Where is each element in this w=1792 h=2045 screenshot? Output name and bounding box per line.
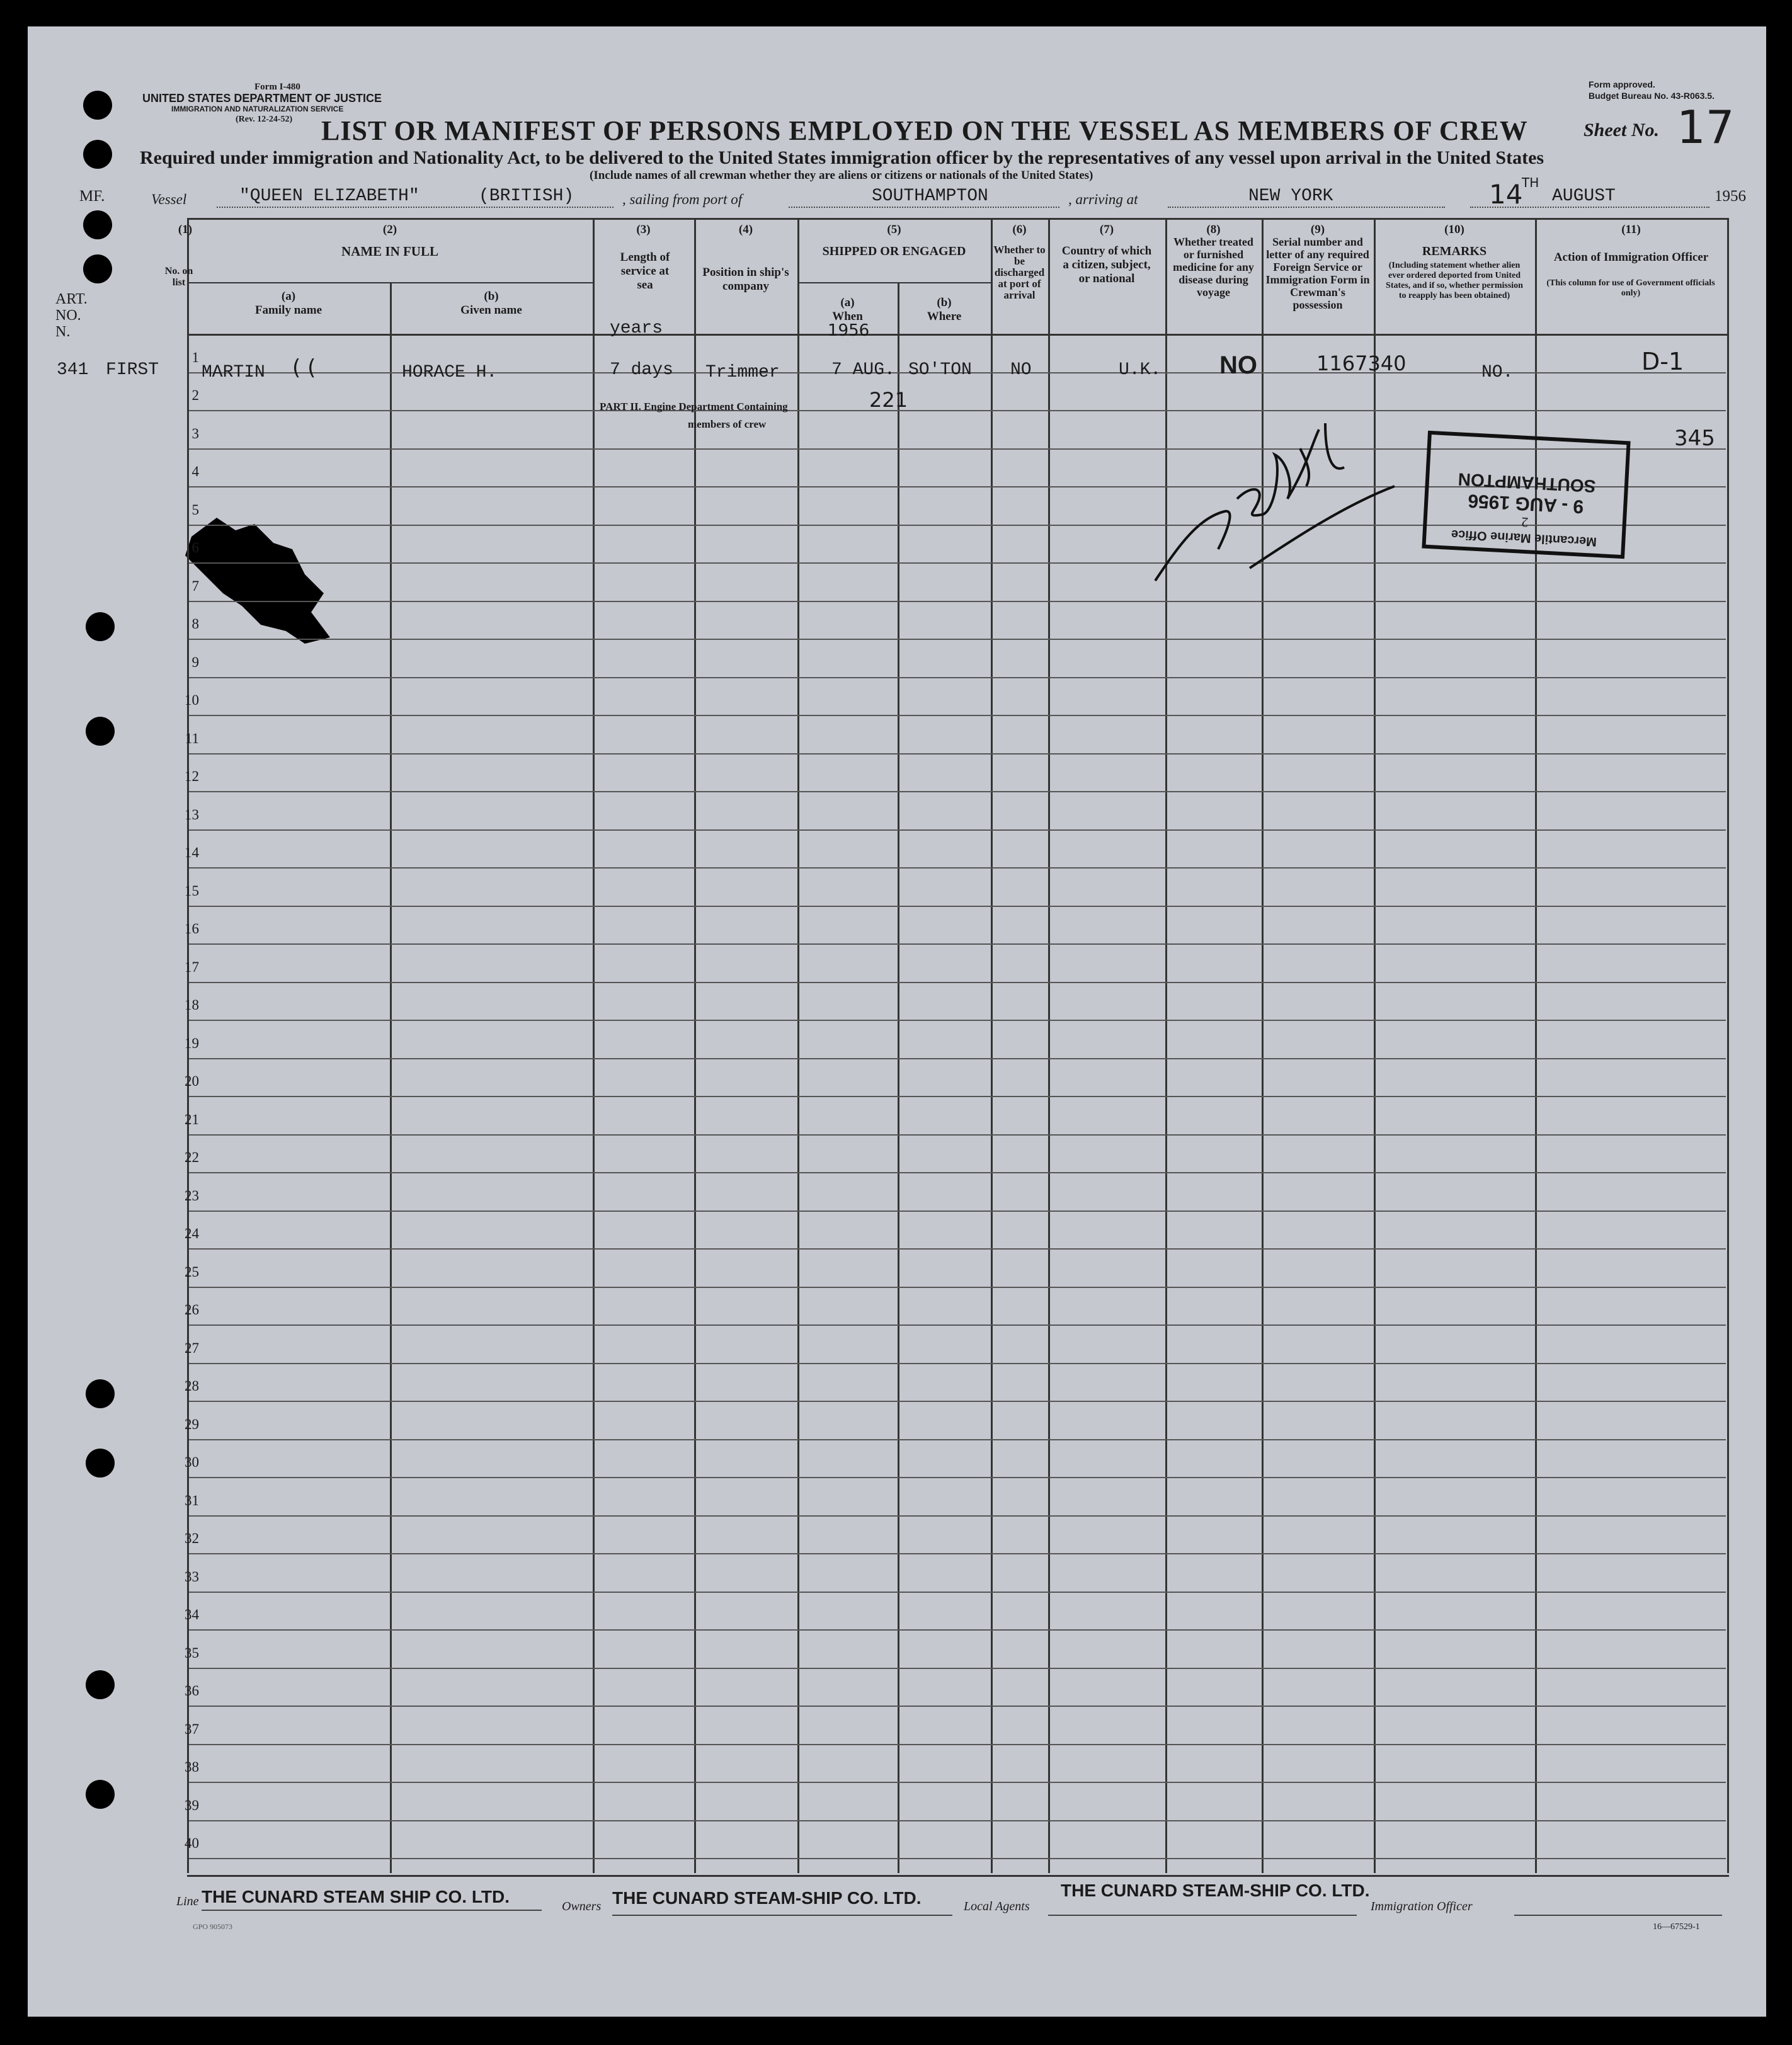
entry-serial: 1167340 xyxy=(1316,351,1407,375)
row-number: 27 xyxy=(185,1340,199,1356)
col5a-num: (a) xyxy=(840,296,855,309)
row-number: 12 xyxy=(185,768,199,784)
department: UNITED STATES DEPARTMENT OF JUSTICE xyxy=(142,92,382,105)
row-line xyxy=(189,1248,1726,1250)
entry-medicine: NO xyxy=(1219,351,1257,379)
arrival-year: 1956 xyxy=(1715,188,1746,205)
form-approved: Form approved. xyxy=(1589,79,1655,89)
punch-hole xyxy=(86,717,115,746)
row-line xyxy=(189,639,1726,640)
row-line xyxy=(189,829,1726,831)
row-line xyxy=(189,562,1726,564)
row-number: 29 xyxy=(185,1416,199,1432)
col10-label: REMARKS xyxy=(1422,244,1487,258)
budget-bureau: Budget Bureau No. 43-R063.5. xyxy=(1589,91,1715,101)
col11-label: Action of Immigration Officer xyxy=(1553,251,1709,264)
col3-unit: years xyxy=(610,319,663,338)
mercantile-marine-stamp xyxy=(1422,431,1630,559)
col2-label: NAME IN FULL xyxy=(341,244,438,259)
row-line xyxy=(189,1401,1726,1402)
row-line xyxy=(189,982,1726,983)
row-number: 35 xyxy=(185,1644,199,1661)
row-line xyxy=(189,1782,1726,1783)
row-number: 19 xyxy=(185,1035,199,1051)
footer-owners-value: THE CUNARD STEAM-SHIP CO. LTD. xyxy=(612,1888,922,1908)
arrival-day-suffix: TH xyxy=(1522,175,1539,190)
col2b-label: Given name xyxy=(460,304,522,317)
entry-action: D-1 xyxy=(1641,348,1684,375)
row-number: 39 xyxy=(185,1797,199,1813)
footer-line-value: THE CUNARD STEAM SHIP CO. LTD. xyxy=(202,1887,510,1906)
row-number: 15 xyxy=(185,882,199,899)
footer-agents-label: Local Agents xyxy=(964,1900,1030,1913)
row-line xyxy=(189,677,1726,678)
col2b-num: (b) xyxy=(484,290,499,303)
col2a-num: (a) xyxy=(281,290,296,303)
entry-class: FIRST xyxy=(106,360,159,380)
row-line xyxy=(189,601,1726,602)
row-line xyxy=(189,753,1726,755)
row-number: 18 xyxy=(185,997,199,1013)
part-note-line1: PART II. Engine Department Containing xyxy=(600,401,788,413)
row-line xyxy=(189,1744,1726,1745)
col5a-label: When xyxy=(832,310,863,323)
row-number: 10 xyxy=(185,692,199,708)
row-number: 24 xyxy=(185,1226,199,1241)
col5b-label: Where xyxy=(927,310,962,323)
officer-signature xyxy=(1143,392,1407,593)
col7-num: (7) xyxy=(1099,223,1114,236)
stamp-date: 9 - AUG 1956 xyxy=(1467,490,1585,517)
row-number: 25 xyxy=(185,1263,199,1280)
vessel-flag: (BRITISH) xyxy=(479,186,574,206)
row-number: 4 xyxy=(191,464,199,479)
arriving-port: NEW YORK xyxy=(1248,186,1333,206)
footer-agents-value: THE CUNARD STEAM-SHIP CO. LTD. xyxy=(1061,1881,1370,1900)
entry-given-name: HORACE H. xyxy=(402,363,498,382)
col1-num: (1) xyxy=(178,223,193,236)
stamp-number: 2 xyxy=(1521,514,1529,531)
row-number: 37 xyxy=(185,1721,199,1737)
sailing-label: , sailing from port of xyxy=(622,191,743,207)
row-number: 38 xyxy=(185,1759,199,1775)
row-number: 36 xyxy=(185,1683,199,1699)
row-number: 6 xyxy=(191,540,199,555)
row-line xyxy=(189,1553,1726,1554)
col4-num: (4) xyxy=(738,223,753,236)
entry-where: SO'TON xyxy=(908,360,972,380)
row-number: 31 xyxy=(185,1492,199,1508)
entry-position: Trimmer xyxy=(705,363,780,382)
punch-hole xyxy=(86,1379,115,1408)
row-number: 21 xyxy=(185,1111,199,1127)
revision: (Rev. 12-24-52) xyxy=(236,115,293,124)
col6-label: Whether to be discharged at port of arrival xyxy=(993,244,1046,301)
row-line xyxy=(189,1020,1726,1021)
row-line xyxy=(189,1287,1726,1288)
sheet-label: Sheet No. xyxy=(1584,120,1659,140)
punch-hole xyxy=(83,91,112,120)
col1-label: No. on list xyxy=(164,266,193,288)
footer-owners-label: Owners xyxy=(562,1900,602,1913)
entry-remarks: NO. xyxy=(1481,363,1514,382)
row-number: 22 xyxy=(185,1149,199,1165)
row-number: 26 xyxy=(185,1302,199,1318)
row-number: 14 xyxy=(185,845,199,860)
col9-num: (9) xyxy=(1310,223,1325,236)
sheet-number: 17 xyxy=(1677,101,1735,154)
row-line xyxy=(189,1096,1726,1097)
bottom-code: GPO 905073 xyxy=(193,1922,233,1931)
row-number: 11 xyxy=(185,730,199,746)
punch-hole xyxy=(86,1670,115,1699)
col11-sub: (This column for use of Government officials only) xyxy=(1546,278,1715,298)
row-line xyxy=(189,1134,1726,1136)
form-code: 16—67529-1 xyxy=(1653,1922,1700,1932)
form-number: Form I-480 xyxy=(254,82,300,92)
row-line xyxy=(189,1210,1726,1212)
subtitle: Required under immigration and Nationality Act, to be delivered to the United States immigration officer by the representatives of any vessel upon arrival in the United States xyxy=(140,147,1544,168)
col7-label: Country of which a citizen, subject, or national xyxy=(1061,244,1152,285)
col8-num: (8) xyxy=(1206,223,1221,236)
row-line xyxy=(189,1820,1726,1821)
punch-hole xyxy=(83,210,112,239)
row-line xyxy=(189,1592,1726,1593)
art-no-label: ART. NO. N. xyxy=(55,291,88,340)
col4-label: Position in ship's company xyxy=(702,266,789,293)
row-number: 32 xyxy=(185,1530,199,1546)
row-line xyxy=(189,906,1726,907)
margin-number: 345 xyxy=(1674,426,1715,451)
punch-hole xyxy=(83,140,112,169)
row-line xyxy=(189,1706,1726,1707)
col10-num: (10) xyxy=(1444,223,1464,236)
punch-hole xyxy=(83,254,112,283)
punch-hole xyxy=(86,612,115,641)
row-line xyxy=(189,1439,1726,1440)
row-number: 1 xyxy=(191,349,199,365)
row-line xyxy=(189,1058,1726,1059)
col11-num: (11) xyxy=(1621,223,1641,236)
row-number: 7 xyxy=(191,578,199,594)
row-number: 33 xyxy=(185,1568,199,1585)
row-number: 2 xyxy=(191,387,199,403)
row-number: 30 xyxy=(185,1454,199,1470)
row-number: 13 xyxy=(185,806,199,823)
footer-officer-label: Immigration Officer xyxy=(1371,1900,1473,1913)
stamp-office: Mercantile Marine Office xyxy=(1451,527,1597,549)
entry-discharged: NO xyxy=(1010,360,1032,380)
col5b-num: (b) xyxy=(937,296,952,309)
row-line xyxy=(189,791,1726,792)
row-number: 8 xyxy=(191,616,199,632)
row-line xyxy=(189,1477,1726,1478)
sailing-port: SOUTHAMPTON xyxy=(872,186,988,206)
punch-hole xyxy=(86,1449,115,1478)
row-line xyxy=(189,1858,1726,1859)
part-note-count: 221 xyxy=(869,388,908,412)
page-title: LIST OR MANIFEST OF PERSONS EMPLOYED ON THE VESSEL AS MEMBERS OF CREW xyxy=(321,115,1528,146)
row-number: 17 xyxy=(185,959,199,975)
row-line xyxy=(189,1629,1726,1631)
row-number: 3 xyxy=(191,425,199,441)
footer-line-label: Line xyxy=(176,1894,199,1908)
stamp-port: SOUTHAMPTON xyxy=(1457,469,1597,496)
entry-family-name: MARTIN xyxy=(202,363,265,382)
col9-label: Serial number and letter of any required Foreign Service or Immigration Form in Crewman's possession xyxy=(1265,236,1370,311)
col3-label: Length of service at sea xyxy=(620,251,670,292)
row-line xyxy=(189,1363,1726,1364)
service: IMMIGRATION AND NATURALIZATION SERVICE xyxy=(171,105,344,113)
col3-num: (3) xyxy=(636,223,651,236)
row-number: 9 xyxy=(191,654,199,670)
col5-year: 1956 xyxy=(828,321,870,340)
vessel-label: Vessel xyxy=(151,191,187,207)
col10-sub: (Including statement whether alien ever ordered deported from United States, and if so, whether permission to reapply has been obtained) xyxy=(1386,261,1523,300)
entry-service: 7 days xyxy=(610,360,673,380)
col2-num: (2) xyxy=(382,223,397,236)
entry-when: 7 AUG. xyxy=(831,360,895,380)
row-number: 34 xyxy=(185,1607,199,1622)
entry-ditto-mark: ( ( xyxy=(292,355,316,380)
vessel-name: "QUEEN ELIZABETH" xyxy=(239,186,419,206)
row-number: 23 xyxy=(185,1187,199,1204)
col5-num: (5) xyxy=(887,223,901,236)
manifest-sheet xyxy=(28,26,1766,2017)
entry-art-number: 341 xyxy=(57,360,89,380)
row-line xyxy=(189,1172,1726,1173)
row-number: 40 xyxy=(185,1835,199,1851)
part-note-line2: members of crew xyxy=(688,418,767,430)
row-line xyxy=(189,1324,1726,1326)
row-line xyxy=(189,715,1726,716)
row-number: 20 xyxy=(185,1073,199,1089)
arrival-month: AUGUST xyxy=(1552,186,1616,206)
mf-label: MF. xyxy=(79,188,105,205)
row-line xyxy=(189,943,1726,945)
include-note: (Include names of all crewman whether they are aliens or citizens or nationals of the United States) xyxy=(590,169,1093,182)
row-number: 16 xyxy=(185,921,199,937)
row-number: 5 xyxy=(191,501,199,518)
arriving-label: , arriving at xyxy=(1068,191,1138,207)
row-line xyxy=(189,1668,1726,1669)
entry-country: U.K. xyxy=(1119,360,1161,380)
col2a-label: Family name xyxy=(254,304,322,317)
col8-label: Whether treated or furnished medicine for any disease during voyage xyxy=(1173,236,1254,299)
row-line xyxy=(189,867,1726,869)
row-number: 28 xyxy=(185,1378,199,1394)
row-line xyxy=(189,410,1726,411)
col5-label: SHIPPED OR ENGAGED xyxy=(822,244,966,258)
punch-hole xyxy=(86,1780,115,1809)
row-line xyxy=(189,1515,1726,1517)
arrival-day: 14 xyxy=(1489,179,1523,210)
col6-num: (6) xyxy=(1012,223,1027,236)
